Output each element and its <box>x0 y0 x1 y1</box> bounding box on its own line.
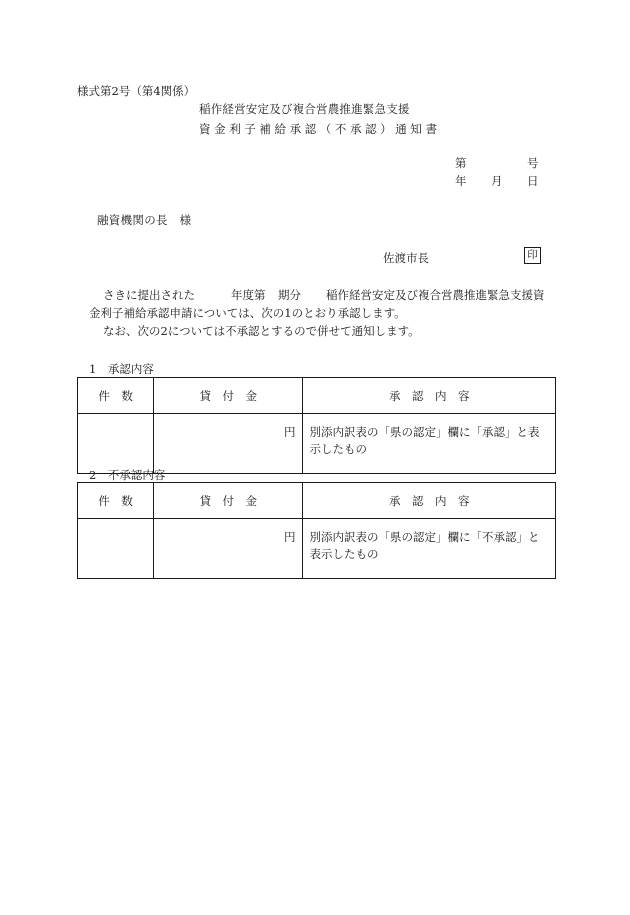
header-content <box>303 378 556 414</box>
seal-mark: 印 <box>524 247 541 264</box>
approval-table <box>77 377 556 474</box>
body-line1-part4: 稲作経営安定及び複合営農推進緊急支援資 <box>326 288 545 302</box>
cell-count <box>78 414 154 474</box>
rejection-table <box>77 482 556 579</box>
date-year: 年 <box>455 174 467 188</box>
document-title-line1: 稲作経営安定及び複合営農推進緊急支援 <box>199 102 410 116</box>
section2-title: 2 不承認内容 <box>89 468 166 482</box>
body-line1-part3: 期分 <box>278 288 301 302</box>
cell-amount <box>154 414 303 474</box>
body-line1-part2: 年度第 <box>231 288 266 302</box>
header-amount <box>154 483 303 519</box>
table-row <box>78 519 556 579</box>
header-amount <box>154 378 303 414</box>
cell-count <box>78 519 154 579</box>
date-month: 月 <box>491 174 503 188</box>
date-day: 日 <box>527 174 539 188</box>
cell-amount <box>154 519 303 579</box>
cell-content: 別添内訳表の「県の認定」欄に「不承認」と表示したもの <box>303 519 556 579</box>
document-title-line2: 資金利子補給承認（不承認）通知書 <box>199 122 441 136</box>
header-count-label: 件 数 <box>98 493 133 508</box>
header-count <box>78 483 154 519</box>
header-count-label: 件 数 <box>98 388 133 403</box>
body-line1-part1: さきに提出された <box>103 288 195 302</box>
header-content-label: 承 認 内 容 <box>388 388 470 403</box>
form-number: 様式第2号（第4関係） <box>77 84 196 98</box>
yen-unit: 円 <box>283 425 296 439</box>
table-header-row <box>78 378 556 414</box>
header-content <box>303 483 556 519</box>
document-number-suffix: 号 <box>527 156 539 170</box>
body-line3: なお、次の2については不承認とするので併せて通知します。 <box>103 324 420 338</box>
header-amount-label: 貸 付 金 <box>199 493 258 508</box>
header-amount-label: 貸 付 金 <box>199 388 258 403</box>
table-row <box>78 414 556 474</box>
document-number-prefix: 第 <box>455 156 467 170</box>
cell-content: 別添内訳表の「県の認定」欄に「承認」と表示したもの <box>303 414 556 474</box>
table-header-row <box>78 483 556 519</box>
body-line2: 金利子補給承認申請については、次の1のとおり承認します。 <box>89 306 406 320</box>
header-count <box>78 378 154 414</box>
sender-name: 佐渡市長 <box>383 251 429 265</box>
addressee: 融資機関の長 様 <box>97 213 192 227</box>
section1-title: 1 承認内容 <box>89 362 154 376</box>
header-content-label: 承 認 内 容 <box>388 493 470 508</box>
yen-unit: 円 <box>283 530 296 544</box>
